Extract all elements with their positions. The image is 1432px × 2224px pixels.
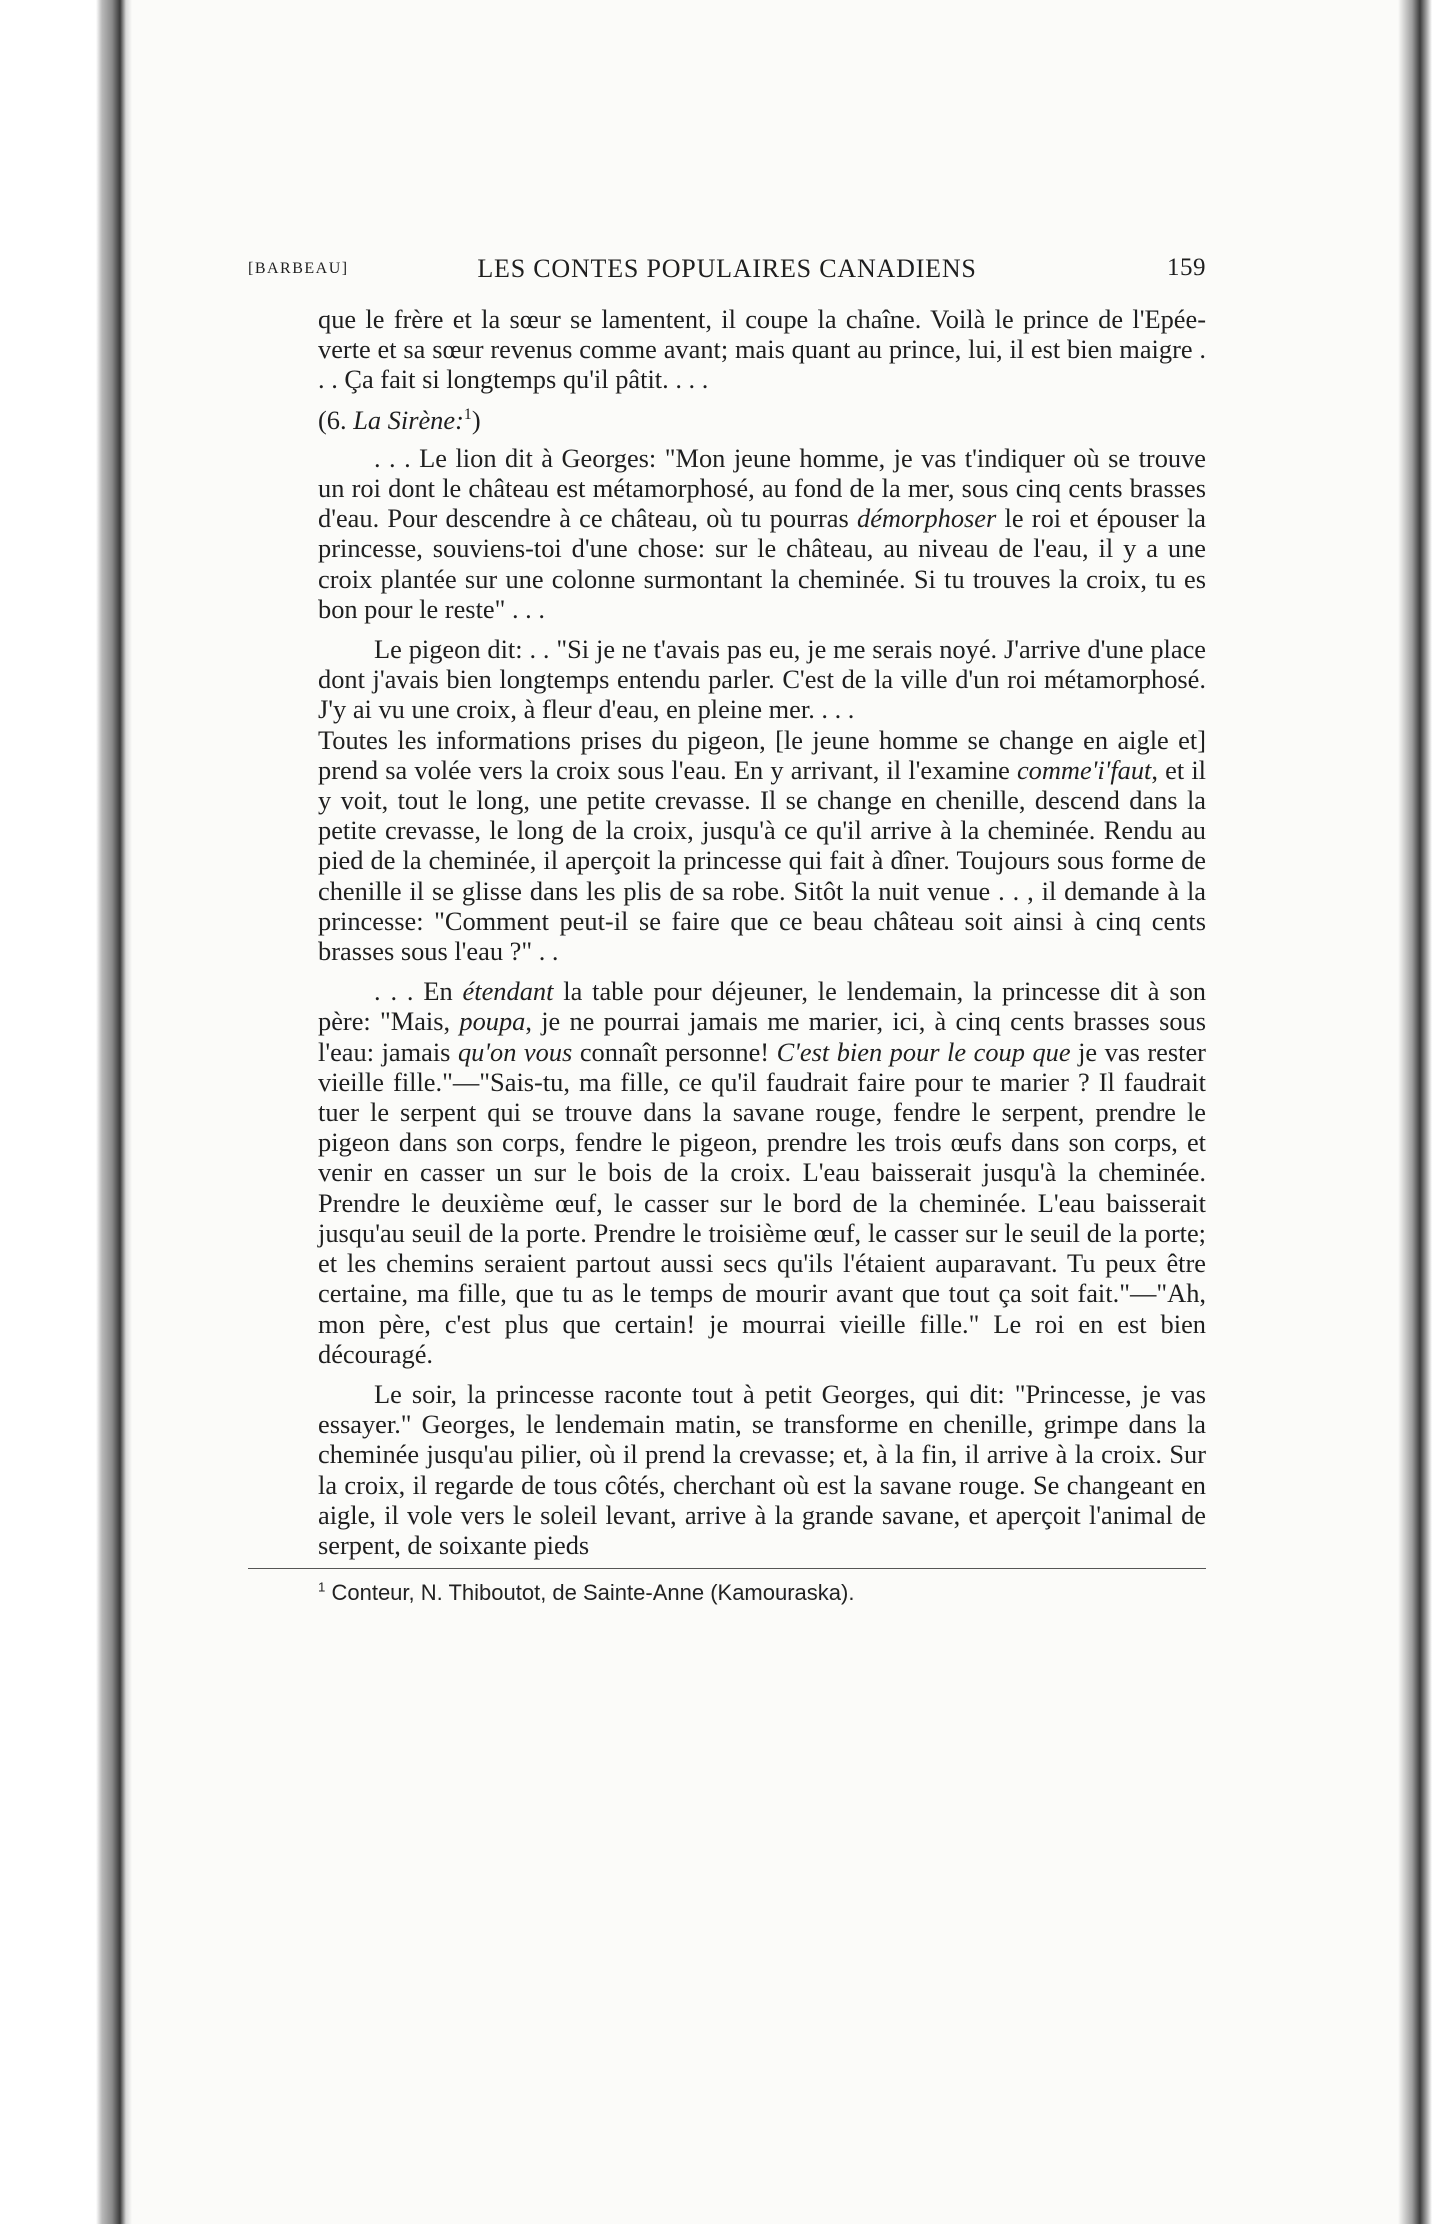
page-edge-shadow (1398, 0, 1432, 2224)
heading-note-ref: 1 (463, 405, 472, 423)
paragraph-5-italic-1: étendant (462, 976, 554, 1007)
heading-close: ) (471, 404, 481, 435)
paragraph-5 (318, 976, 1206, 1369)
book-gutter-shadow (0, 0, 132, 2224)
running-head (248, 254, 1206, 294)
paragraph-4 (318, 725, 1206, 967)
paragraph-5-italic-2: poupa (459, 1006, 526, 1037)
paragraph-3: Le pigeon dit: . . "Si je ne t'avais pas eu, je me serais noyé. J'arrive d'une place dont j'avais bien longtemps entendu parler. C'est de la ville d'un roi métamorphosé. J'y ai vu une croix, à fleur d'eau, en pleine mer. . . . (318, 634, 1206, 725)
body-text (318, 304, 1206, 1560)
paragraph-5-text-d: connaît personne! (572, 1036, 777, 1067)
section-heading (318, 405, 1206, 435)
footnote-marker: 1 (318, 1579, 326, 1595)
paragraph-5-italic-3: qu'on vous (457, 1036, 573, 1067)
paragraph-5-text-b: la table pour déjeuner, le lendemain, la princesse dit à son père: "Mais, (318, 976, 1206, 1037)
paragraph-5-text-a: . . . En (374, 976, 463, 1007)
heading-open: (6. (318, 404, 347, 435)
paragraph-2-text-a: . . . Le lion dit à Georges: "Mon jeune homme, je vas t'indiquer où se trouve un roi dont le château est métamorphosé, au fond de la mer, sous cinq cents brasses d'eau. Pour descendre à ce château, où tu pourras (318, 442, 1206, 534)
book-page (248, 254, 1206, 1954)
running-head-author: [BARBEAU] (248, 260, 349, 277)
paragraph-5-italic-4: C'est bien pour le coup que (776, 1036, 1071, 1067)
paragraph-5-text-c: , je ne pourrai jamais me marier, ici, à cinq cents brasses sous l'eau: jamais (318, 1006, 1207, 1067)
running-head-title: LES CONTES POPULAIRES CANADIENS (477, 254, 977, 283)
footnote-rule (248, 1568, 1206, 1569)
page-number: 159 (1167, 254, 1206, 281)
paragraph-4-text-b: , et il y voit, tout le long, une petite crevasse. Il se change en chenille, descend dans la petite crevasse, le long de la croix, jusqu'à ce qu'il arrive à la cheminée. Rendu au pied de la cheminée, il aperçoit la princesse qui fait à dîner. Toujours sous forme de chenille il se glisse dans les plis de sa robe. Sitôt la nuit venue . . , il demande à la princesse: "Comment peut-il se faire que ce beau château soit ainsi à cinq cents brasses sous l'eau ?" . . (318, 754, 1206, 967)
paragraph-2-italic: démorphoser (857, 503, 997, 534)
footnote (318, 1579, 1206, 1607)
paragraph-6: Le soir, la princesse raconte tout à petit Georges, qui dit: "Princesse, je vas essayer." Georges, le lendemain matin, se transforme en chenille, grimpe dans la cheminée jusqu'au pilier, où il prend la crevasse; et, à la fin, il arrive à la croix. Sur la croix, il regarde de tous côtés, cherchant où est la savane rouge. Se changeant en aigle, il vole vers le soleil levant, arrive à la grande savane, et aperçoit l'animal de serpent, de soixante pieds (318, 1378, 1206, 1560)
paragraph-2-text-b: le roi et épouser la princesse, souviens-toi d'une chose: sur le château, au niveau de l'eau, il y a une croix plantée sur une colonne surmontant la cheminée. Si tu trouves la croix, tu es bon pour le reste" . . . (318, 503, 1206, 624)
paragraph-5-text-e: je vas rester vieille fille."—"Sais-tu, ma fille, ce qu'il faudrait faire pour te marier ? Il faudrait tuer le serpent qui se trouve dans la savane rouge, fendre le serpent, prendre le pigeon dans son corps, fendre le pigeon, prendre les trois œufs dans son corps, et venir en casser un sur le bois de la croix. L'eau baisserait jusqu'à la cheminée. Prendre le deuxième œuf, le casser sur le bord de la cheminée. L'eau baisserait jusqu'au seuil de la porte. Prendre le troisième œuf, le casser sur le seuil de la porte; et les chemins seraient partout aussi secs qu'ils l'étaient auparavant. Tu peux être certaine, ma fille, que tu as le temps de mourir avant que tout ça soit fait."—"Ah, mon père, c'est plus que certain! je mourrai vieille fille." Le roi en est bien découragé. (318, 1036, 1206, 1369)
paragraph-4-text-a: Toutes les informations prises du pigeon, [le jeune homme se change en aigle et] prend sa volée vers la croix sous l'eau. En y arrivant, il l'examine (318, 724, 1206, 785)
paragraph-4-italic: comme'i'faut (1016, 754, 1152, 785)
heading-title: La Sirène: (353, 404, 464, 435)
paragraph-1: que le frère et la sœur se lamentent, il coupe la chaîne. Voilà le prince de l'Epée-verte et sa sœur revenus comme avant; mais quant au prince, lui, il est bien maigre . . . Ça fait si longtemps qu'il pâtit. . . . (318, 304, 1206, 395)
footnote-text: Conteur, N. Thiboutot, de Sainte-Anne (Kamouraska). (331, 1580, 855, 1606)
paragraph-2 (318, 443, 1206, 624)
